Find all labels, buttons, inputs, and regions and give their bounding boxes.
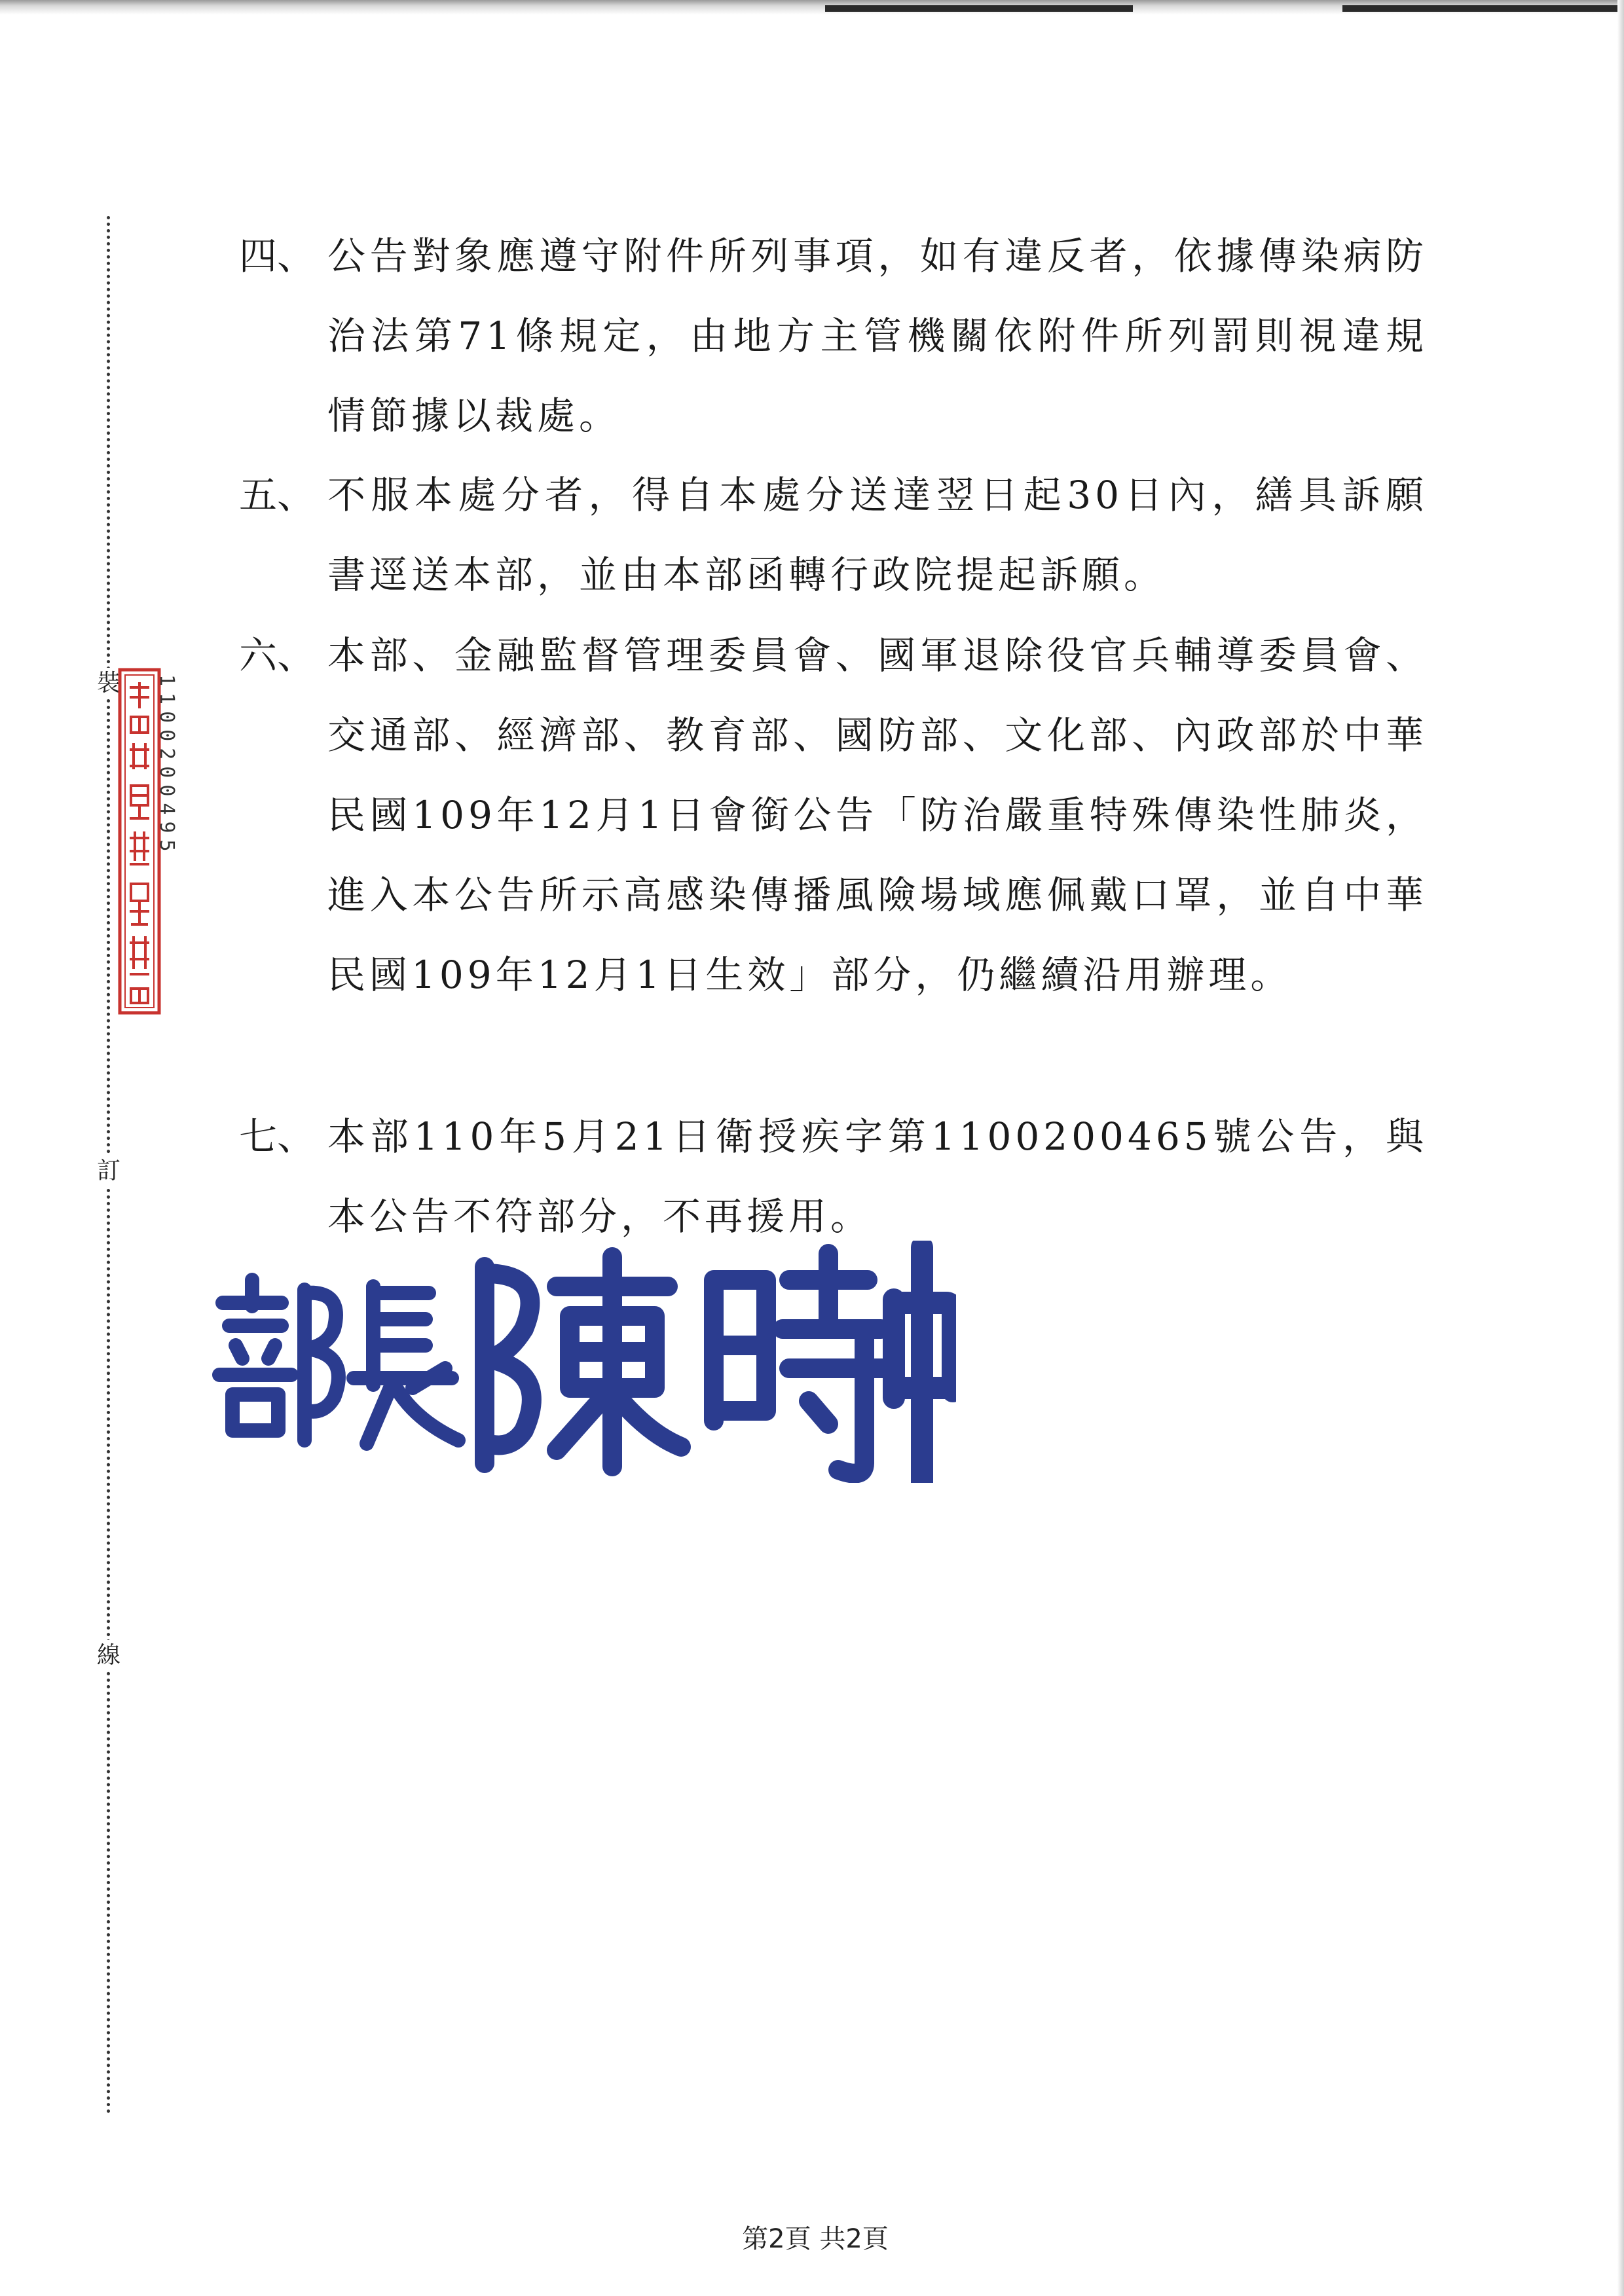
binding-char-zhuang: 裝 (96, 668, 122, 699)
clause-five (239, 455, 1431, 615)
scan-edge-top (0, 0, 1624, 14)
clause-number: 六、 (239, 633, 316, 678)
scan-edge-right (1617, 0, 1624, 2296)
binding-char-ding: 訂 (96, 1156, 122, 1187)
scan-mark (825, 5, 1133, 12)
binding-char-xian: 線 (96, 1640, 122, 1671)
clause-text: 公告對象應遵守附件所列事項，如有違反者，依據傳染病防治法第71條規定，由地方主管機關依附件所列罰則視違規情節據以裁處。 (327, 234, 1428, 438)
scan-mark (1342, 5, 1624, 12)
receipt-stamp-number: 1100200495 (155, 674, 178, 858)
minister-signature-seal (196, 1241, 956, 1483)
clause-number: 四、 (239, 234, 316, 278)
clause-text: 本部110年5月21日衛授疾字第1100200465號公告，與本公告不符部分，不再援用。 (327, 1114, 1428, 1239)
page-number: 第2頁 共2頁 (742, 2224, 889, 2254)
clause-number: 五、 (239, 473, 316, 517)
clause-text: 本部、金融監督管理委員會、國軍退除役官兵輔導委員會、交通部、經濟部、教育部、國防部、文化部、內政部於中華民國109年12月1日會銜公告「防治嚴重特殊傳染性肺炎，進入本公告所示高感染傳播風險場域應佩戴口罩，並自中華民國109年12月1日生效」部分，仍繼續沿用辦理。 (327, 633, 1428, 997)
clause-number: 七、 (239, 1114, 316, 1159)
clause-text: 不服本處分者，得自本處分送達翌日起30日內，繕具訴願書逕送本部，並由本部函轉行政院提起訴願。 (327, 473, 1428, 597)
clause-six (239, 615, 1431, 1015)
clause-four (239, 216, 1431, 456)
clause-seven (239, 1097, 1431, 1256)
